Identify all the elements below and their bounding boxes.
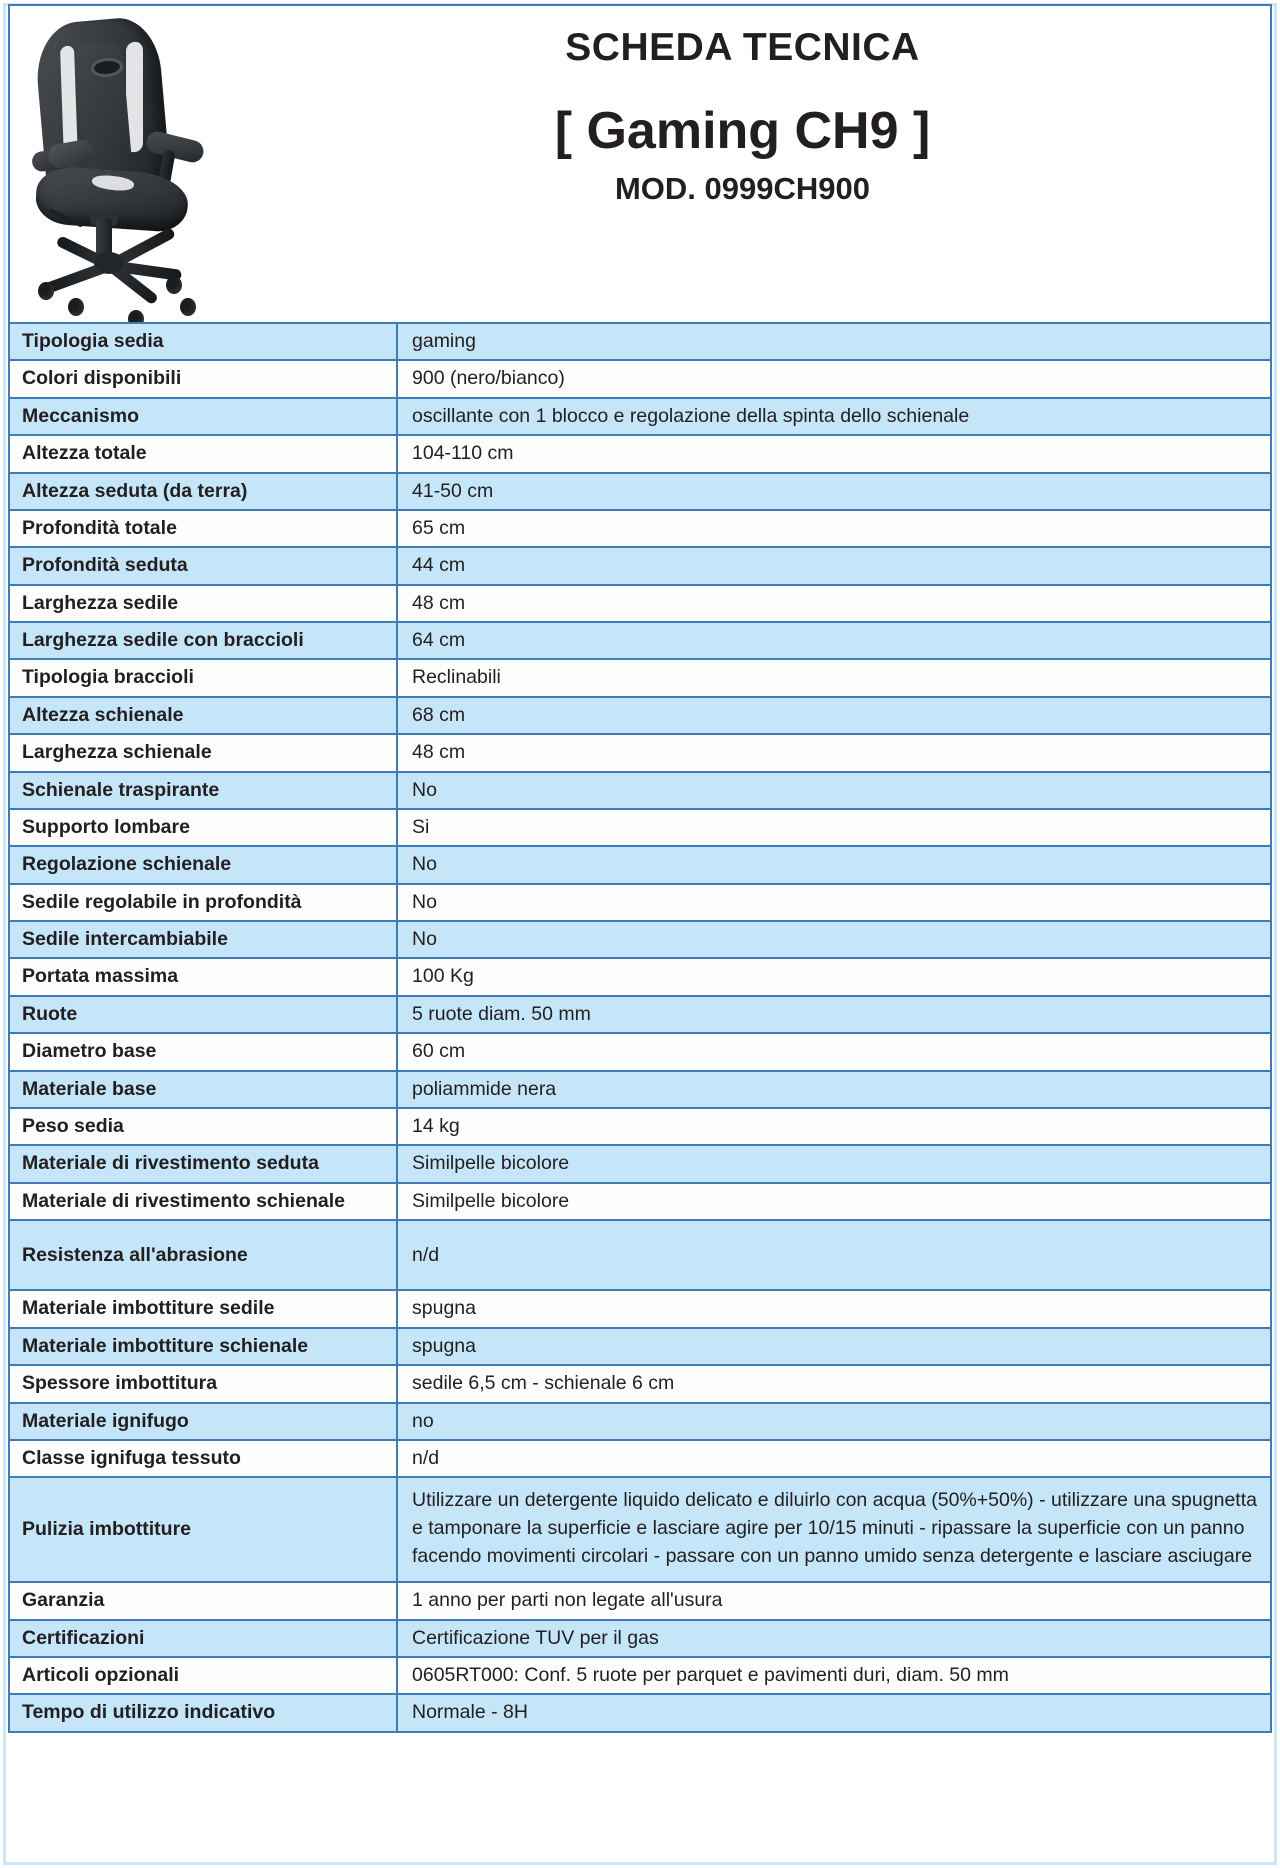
spec-row [9, 921, 1271, 958]
spec-label: Spessore imbottitura [9, 1365, 397, 1402]
spec-value: 5 ruote diam. 50 mm [397, 996, 1271, 1033]
spec-row [9, 772, 1271, 809]
spec-label: Tipologia braccioli [9, 659, 397, 696]
spec-value: 68 cm [397, 697, 1271, 734]
spec-label: Altezza schienale [9, 697, 397, 734]
spec-value: 100 Kg [397, 958, 1271, 995]
spec-row [9, 1365, 1271, 1402]
spec-row [9, 1033, 1271, 1070]
spec-label: Tipologia sedia [9, 323, 397, 360]
spec-value: n/d [397, 1220, 1271, 1290]
spec-row [9, 622, 1271, 659]
spec-row [9, 1694, 1271, 1731]
spec-label: Schienale traspirante [9, 772, 397, 809]
spec-label: Materiale ignifugo [9, 1403, 397, 1440]
spec-value: spugna [397, 1328, 1271, 1365]
spec-value: 48 cm [397, 585, 1271, 622]
spec-value: No [397, 884, 1271, 921]
spec-row [9, 958, 1271, 995]
spec-value: oscillante con 1 blocco e regolazione della spinta dello schienale [397, 398, 1271, 435]
spec-label: Garanzia [9, 1582, 397, 1619]
spec-row [9, 1620, 1271, 1657]
spec-row [9, 1290, 1271, 1327]
spec-row [9, 360, 1271, 397]
spec-row [9, 1582, 1271, 1619]
spec-label: Materiale di rivestimento seduta [9, 1145, 397, 1182]
spec-value: Si [397, 809, 1271, 846]
spec-row [9, 884, 1271, 921]
spec-value: 64 cm [397, 622, 1271, 659]
spec-value: 1 anno per parti non legate all'usura [397, 1582, 1271, 1619]
spec-row [9, 996, 1271, 1033]
spec-row [9, 585, 1271, 622]
spec-row [9, 1477, 1271, 1582]
spec-value: gaming [397, 323, 1271, 360]
spec-value: Similpelle bicolore [397, 1183, 1271, 1220]
spec-row [9, 1108, 1271, 1145]
spec-label: Profondità seduta [9, 547, 397, 584]
spec-row [9, 547, 1271, 584]
spec-row [9, 809, 1271, 846]
spec-label: Articoli opzionali [9, 1657, 397, 1694]
spec-value: 900 (nero/bianco) [397, 360, 1271, 397]
spec-label: Materiale di rivestimento schienale [9, 1183, 397, 1220]
spec-row [9, 1145, 1271, 1182]
spec-row [9, 1220, 1271, 1290]
spec-value: Reclinabili [397, 659, 1271, 696]
spec-value: 48 cm [397, 734, 1271, 771]
product-image [10, 6, 365, 322]
spec-value: 14 kg [397, 1108, 1271, 1145]
spec-row [9, 1403, 1271, 1440]
spec-value: Utilizzare un detergente liquido delicato e diluirlo con acqua (50%+50%) - utilizzare una spugnetta e tamponare la superficie e lasciare agire per 10/15 minuti - ripassare la superficie con un panno facendo movimenti circolari - passare con un panno umido senza detergente e lasciare asciugare [397, 1477, 1271, 1582]
product-title: [ Gaming CH9 ] [554, 101, 931, 160]
header-titles [365, 6, 1270, 322]
spec-label: Materiale base [9, 1071, 397, 1108]
spec-label: Meccanismo [9, 398, 397, 435]
spec-label: Peso sedia [9, 1108, 397, 1145]
spec-label: Regolazione schienale [9, 846, 397, 883]
spec-label: Classe ignifuga tessuto [9, 1440, 397, 1477]
spec-value: No [397, 846, 1271, 883]
spec-row [9, 1440, 1271, 1477]
spec-value: No [397, 772, 1271, 809]
spec-row [9, 1071, 1271, 1108]
spec-value: no [397, 1403, 1271, 1440]
spec-label: Ruote [9, 996, 397, 1033]
spec-value: 0605RT000: Conf. 5 ruote per parquet e pavimenti duri, diam. 50 mm [397, 1657, 1271, 1694]
spec-row [9, 697, 1271, 734]
spec-row [9, 734, 1271, 771]
spec-row [9, 435, 1271, 472]
spec-label: Sedile intercambiabile [9, 921, 397, 958]
spec-label: Pulizia imbottiture [9, 1477, 397, 1582]
spec-row [9, 1657, 1271, 1694]
spec-label: Altezza seduta (da terra) [9, 473, 397, 510]
spec-label: Portata massima [9, 958, 397, 995]
spec-value: spugna [397, 1290, 1271, 1327]
spec-value: 60 cm [397, 1033, 1271, 1070]
spec-label: Diametro base [9, 1033, 397, 1070]
spec-label: Altezza totale [9, 435, 397, 472]
spec-value: 41-50 cm [397, 473, 1271, 510]
spec-label: Larghezza schienale [9, 734, 397, 771]
spec-value: 65 cm [397, 510, 1271, 547]
spec-row [9, 1328, 1271, 1365]
spec-row [9, 846, 1271, 883]
spec-label: Tempo di utilizzo indicativo [9, 1694, 397, 1731]
spec-row [9, 323, 1271, 360]
specifications-body [9, 323, 1271, 1732]
spec-label: Certificazioni [9, 1620, 397, 1657]
spec-value: No [397, 921, 1271, 958]
spec-label: Profondità totale [9, 510, 397, 547]
spec-label: Resistenza all'abrasione [9, 1220, 397, 1290]
spec-row [9, 473, 1271, 510]
spec-value: n/d [397, 1440, 1271, 1477]
spec-value: Similpelle bicolore [397, 1145, 1271, 1182]
product-model-code: MOD. 0999CH900 [614, 170, 870, 206]
spec-label: Larghezza sedile [9, 585, 397, 622]
spec-value: poliammide nera [397, 1071, 1271, 1108]
spec-value: 104-110 cm [397, 435, 1271, 472]
spec-label: Colori disponibili [9, 360, 397, 397]
spec-value: Normale - 8H [397, 1694, 1271, 1731]
sheet-header [8, 4, 1272, 322]
spec-label: Supporto lombare [9, 809, 397, 846]
spec-row [9, 659, 1271, 696]
spec-value: Certificazione TUV per il gas [397, 1620, 1271, 1657]
spec-label: Materiale imbottiture sedile [9, 1290, 397, 1327]
spec-row [9, 1183, 1271, 1220]
spec-value: 44 cm [397, 547, 1271, 584]
spec-value: sedile 6,5 cm - schienale 6 cm [397, 1365, 1271, 1402]
spec-row [9, 398, 1271, 435]
spec-row [9, 510, 1271, 547]
specifications-table [8, 322, 1272, 1733]
gaming-chair-illustration [18, 20, 228, 316]
spec-label: Larghezza sedile con braccioli [9, 622, 397, 659]
spec-label: Sedile regolabile in profondità [9, 884, 397, 921]
spec-label: Materiale imbottiture schienale [9, 1328, 397, 1365]
sheet-heading: SCHEDA TECNICA [565, 26, 920, 69]
